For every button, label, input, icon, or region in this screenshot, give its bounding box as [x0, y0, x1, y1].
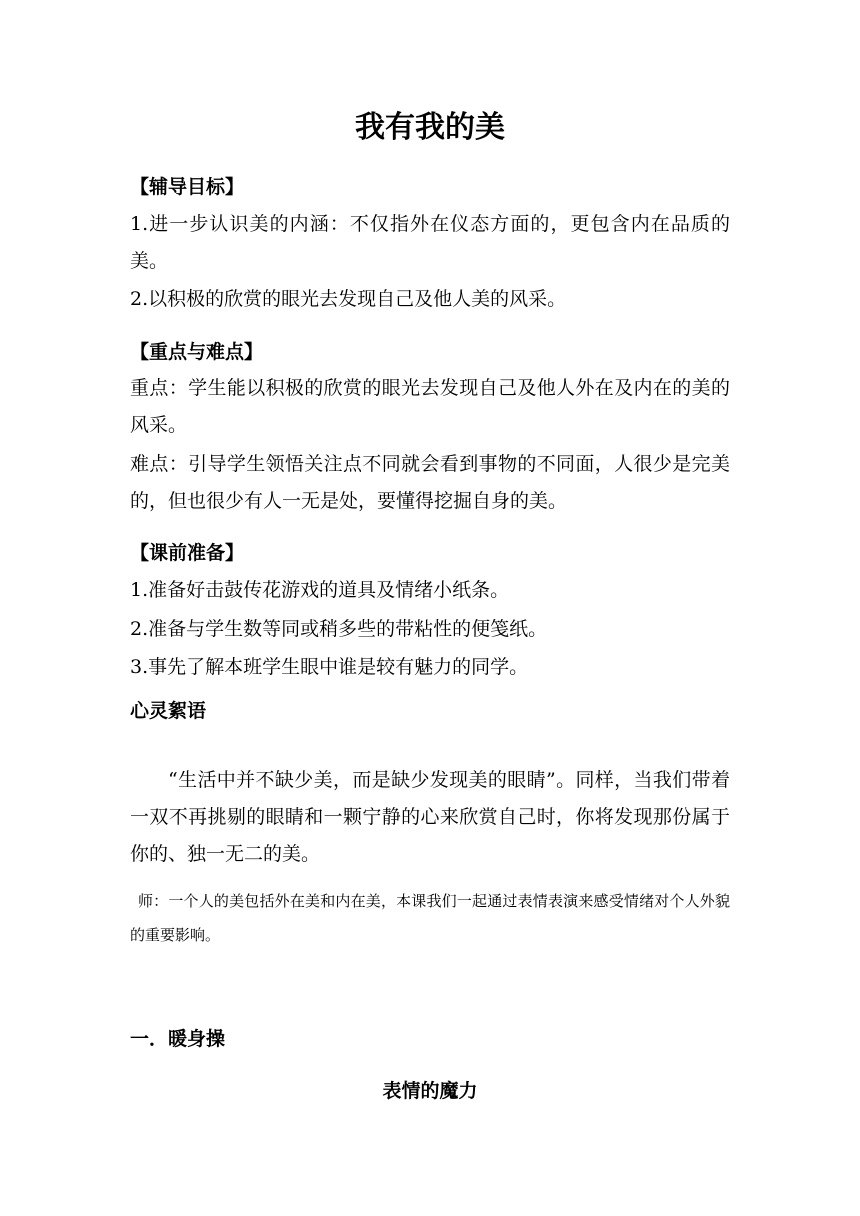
warmup-subheading: 表情的魔力	[382, 1080, 478, 1102]
goal-item-2: 2.以积极的欣赏的眼光去发现自己及他人美的风采。	[130, 288, 567, 310]
section-heading-whisper: 心灵絮语	[130, 700, 207, 722]
section-heading-warmup: 一．暖身操	[130, 1028, 226, 1050]
key-point-difficulty: 难点：引导学生领悟关注点不同就会看到事物的不同面，人很少是完美的，但也很少有人一无是处，要懂得挖掘自身的美。	[130, 453, 730, 512]
preparation-item-2: 2.准备与学生数等同或稍多些的带粘性的便笺纸。	[130, 618, 548, 640]
preparation-item-3: 3.事先了解本班学生眼中谁是较有魅力的同学。	[130, 656, 529, 678]
goal-item-1: 1.进一步认识美的内涵：不仅指外在仪态方面的，更包含内在品质的美。	[130, 213, 730, 272]
document-title: 我有我的美	[355, 110, 505, 145]
preparation-item-1: 1.准备好击鼓传花游戏的道具及情绪小纸条。	[130, 579, 510, 601]
whisper-paragraph: “生活中并不缺少美，而是缺少发现美的眼睛”。同样，当我们带着一双不再挑剔的眼睛和一颗宁静的心来欣赏自己时，你将发现那份属于你的、独一无二的美。	[130, 769, 730, 865]
section-heading-preparation: 【课前准备】	[130, 542, 245, 564]
section-heading-key-points: 【重点与难点】	[130, 341, 264, 363]
key-point-focus: 重点：学生能以积极的欣赏的眼光去发现自己及他人外在及内在的美的风采。	[130, 377, 730, 436]
section-heading-goals: 【辅导目标】	[130, 176, 245, 198]
teacher-note: 师：一个人的美包括外在美和内在美，本课我们一起通过表情表演来感受情绪对个人外貌的重要影响。	[130, 892, 730, 944]
